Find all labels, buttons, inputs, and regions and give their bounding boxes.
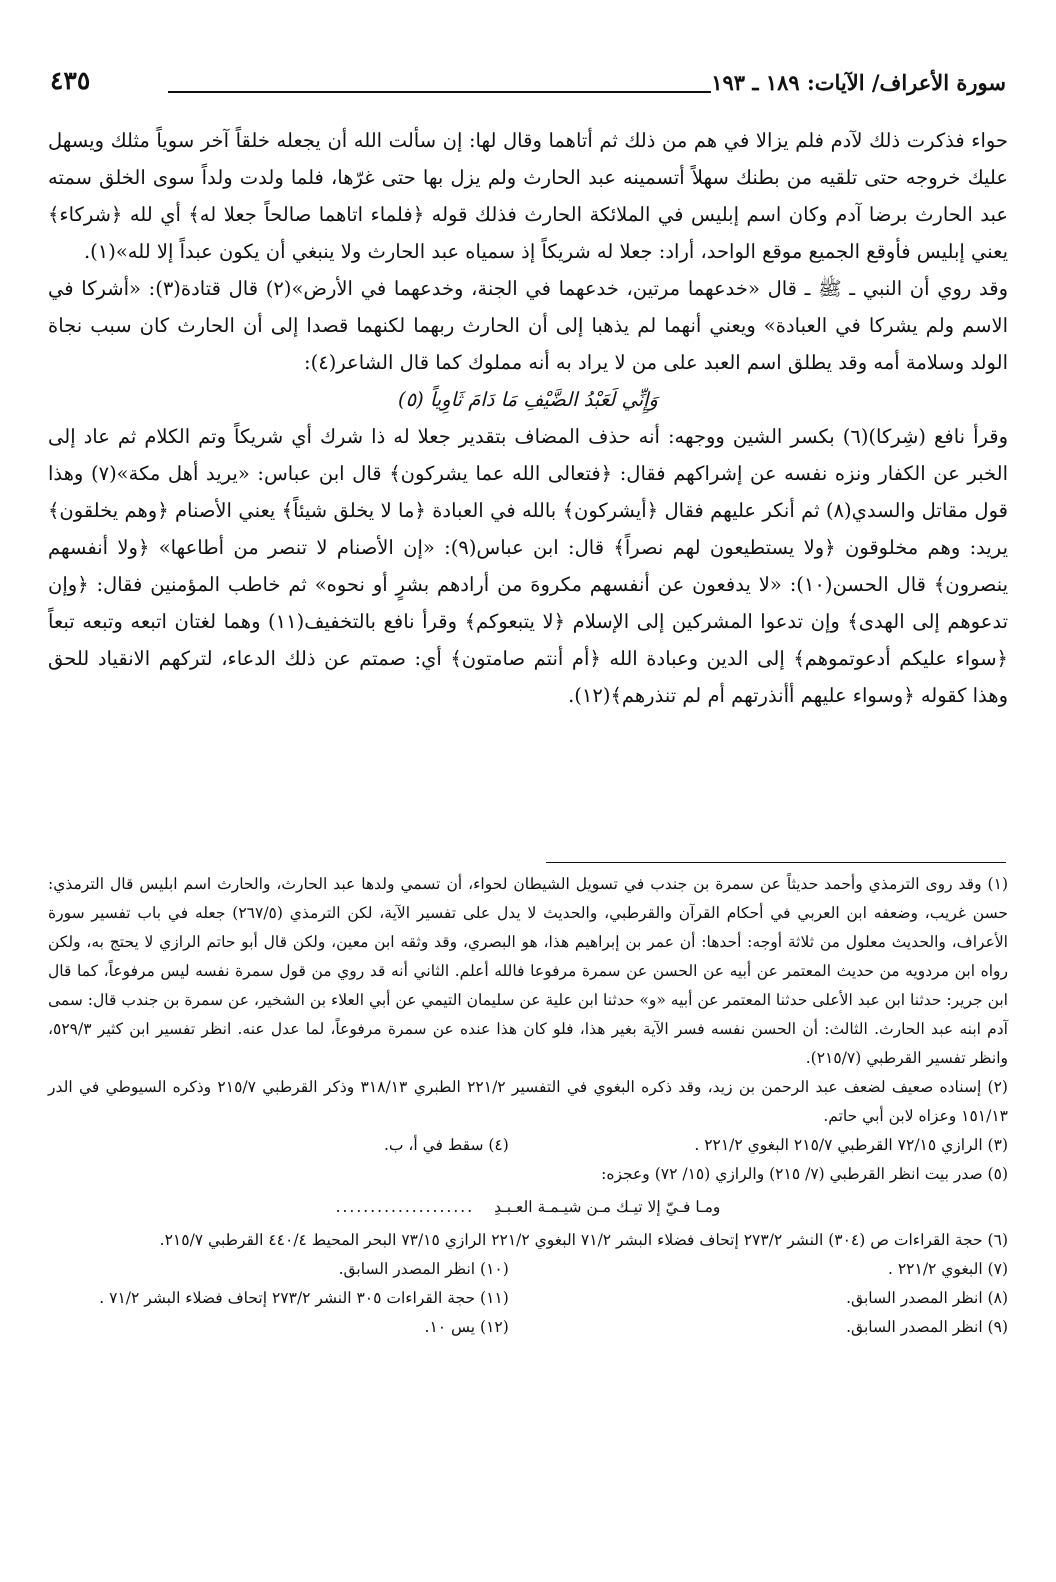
header-rule (168, 91, 711, 93)
footnote: (١١) حجة القراءات ٣٠٥ النشر ٢٧٣/٢ إتحاف فضلاء البشر ٧١/٢ . (99, 1289, 509, 1307)
footnote-verse (48, 1193, 1008, 1222)
footnote: (٧) البغوي ٢٢١/٢ . (887, 1260, 1008, 1278)
footnote: (١٢) يس ١٠. (424, 1318, 509, 1336)
paragraph: وقرأ نافع (شِركا)(٦) بكسر الشين ووجهه: أنه حذف المضاف بتقدير جعلا له ذا شرك أي شريكاً وتم الكلام ثم عاد إلى الخبر عن الكفار ونزه نفسه عن إشراكهم فقال: ﴿فتعالى الله عما يشركون﴾ قال ابن عباس: «يريد أهل مكة»(٧) وهذا قول مقاتل والسدي(٨) ثم أنكر عليهم فقال ﴿أيشركون﴾ بالله في العبادة ﴿ما لا يخلق شيئاً﴾ يعني الأصنام ﴿وهم يخلقون﴾ يريد: وهم مخلوقون ﴿ولا يستطيعون لهم نصراً﴾ قال: ابن عباس(٩): «إن الأصنام لا تنصر من أطاعها» ﴿ولا أنفسهم ينصرون﴾ قال الحسن(١٠): «لا يدفعون عن أنفسهم مكروهَ من أرادهم بشرٍ أو نحوه» ثم خاطب المؤمنين فقال: ﴿وإن تدعوهم إلى الهدى﴾ وإن تدعوا المشركين إلى الإسلام ﴿لا يتبعوكم﴾ وقرأ نافع بالتخفيف(١١) وهما لغتان اتبعه وتبعه تبعاً ﴿سواء عليكم أدعوتموهم﴾ إلى الدين وعبادة الله ﴿أم أنتم صامتون﴾ أي: صمتم عن ذلك الدعاء، لتركهم الانقياد للحق وهذا كقوله ﴿وسواء عليهم أأنذرتهم أم لم تنذرهم﴾(١٢). (48, 425, 1009, 707)
footnote-row (48, 1131, 1008, 1160)
poetry-verse: وَإِنِّي لَعَبْدُ الضَّيْفِ مَا دَامَ ثَاوِياً (٥) (398, 388, 658, 411)
footnote: (٥) صدر بيت انظر القرطبي (٧/ ٢١٥) والرازي (١٥/ ٧٢) وعجزه: (601, 1165, 1008, 1183)
footnote: (١٠) انظر المصدر السابق. (338, 1260, 509, 1278)
footnote: (٦) حجة القراءات ص (٣٠٤) النشر ٢٧٣/٢ إتحاف فضلاء البشر ٧١/٢ البغوي ٢٢١/٢ الرازي ٧٣/١٥ البحر المحيط ٤٤٠/٤ القرطبي ٢١٥/٧. (159, 1231, 1008, 1249)
footnote: (٩) انظر المصدر السابق. (846, 1318, 1008, 1336)
footnotes (48, 870, 1008, 1342)
main-text (48, 122, 1008, 714)
footnote: (٣) الرازي ٧٢/١٥ القرطبي ٢١٥/٧ البغوي ٢٢١/٢ . (694, 1136, 1008, 1154)
footnote: (٨) انظر المصدر السابق. (846, 1289, 1008, 1307)
verse-ellipsis: .................... (335, 1198, 475, 1216)
footnote-separator (546, 862, 1006, 863)
page-header (50, 62, 1006, 102)
footnote: (٢) إسناده صعيف لضعف عبد الرحمن بن زيد، وقد ذكره البغوي في التفسير ٢٢١/٢ الطبري ٣١٨/١٣ وذكر القرطبي ٢١٥/٧ وذكره السيوطي في الدر ١٥١/١٣ وعزاه لابن أبي حاتم. (48, 1078, 1008, 1125)
footnote: (٤) سقط في أ، ب. (383, 1136, 509, 1154)
page-number: ٤٣٥ (50, 66, 91, 95)
footnote-row (48, 1255, 1008, 1284)
footnote-row (48, 1313, 1008, 1342)
paragraph: وقد روي أن النبي ـ ﷺ ـ قال «خدعهما مرتين، خدعهما في الجنة، وخدعهما في الأرض»(٢) قال قتادة(٣): «أشركا في الاسم ولم يشركا في العبادة» ويعني أنهما لم يذهبا إلى أن الحارث ربهما لكنهما قصدا إلى أن الحارث كان سبب نجاة الولد وسلامة أمه وقد يطلق اسم العبد على من لا يراد به أنه مملوك كما قال الشاعر(٤): (48, 277, 1008, 374)
footnote-row (48, 1284, 1008, 1313)
running-title: سورة الأعراف/ الآيات: ١٨٩ ـ ١٩٣ (711, 70, 1006, 95)
paragraph: حواء فذكرت ذلك لآدم فلم يزالا في هم من ذلك ثم أتاهما وقال لها: إن سألت الله أن يجعله خلقاً آخر سوياً مثلك ويسهل عليك خروجه حتى تلقيه من بطنك سهلاً أتسمينه عبد الحارث ولم يزل بها حتى غرّها، فلما ولدت ولداً سوى الخلق سمته عبد الحارث برضا آدم وكان اسم إبليس في الملائكة الحارث فذلك قوله ﴿فلماء اتاهما صالحاً جعلا له﴾ أي لله ﴿شركاء﴾ يعني إبليس فأوقع الجميع موقع الواحد، أراد: جعلا له شريكاً إذ سمياه عبد الحارث ولا ينبغي أن يكون عبداً إلا لله»(١). (48, 129, 1008, 263)
verse-hemistich: ومـا فـيّ إلا تيـك مـن شيـمـة العـبـدِ (494, 1198, 721, 1216)
footnote: (١) وقد روى الترمذي وأحمد حديثاً عن سمرة بن جندب في تسويل الشيطان لحواء، أن تسمي ولدها عبد الحارث، والحارث اسم ابليس قال الترمذي: حسن غريب، وضعفه ابن العربي في أحكام القرآن والقرطبي، والحديث لا يدل على تفسير الآية، لكن الترمذي (٢٦٧/٥) جعله في باب تفسير سورة الأعراف، والحديث معلول من ثلاثة أوجه: أحدها: أن عمر بن إبراهيم هذا، هو البصري، وقد وثقه ابن معين، ولكن قال أبو حاتم الرازي لا يحتج به، ولكن رواه ابن مردويه من حديث المعتمر عن أبيه عن الحسن عن سمرة مرفوعا فالله أعلم. الثاني أنه قد روي من قول سمرة نفسه ليس مرفوعاً، كما قال ابن جرير: حدثنا ابن عبد الأعلى حدثنا المعتمر عن أبيه «و» حدثنا ابن علية عن سليمان التيمي عن أبي العلاء بن الشخير، عن سمرة بن جندب قال: سمى آدم ابنه عبد الحارث. الثالث: أن الحسن نفسه فسر الآية بغير هذا، فلو كان هذا عنده عن سمرة مرفوعاً، لما عدل عنه. انظر تفسير ابن كثير ٥٢٩/٣، وانظر تفسير القرطبي (٢١٥/٧). (48, 875, 1009, 1067)
